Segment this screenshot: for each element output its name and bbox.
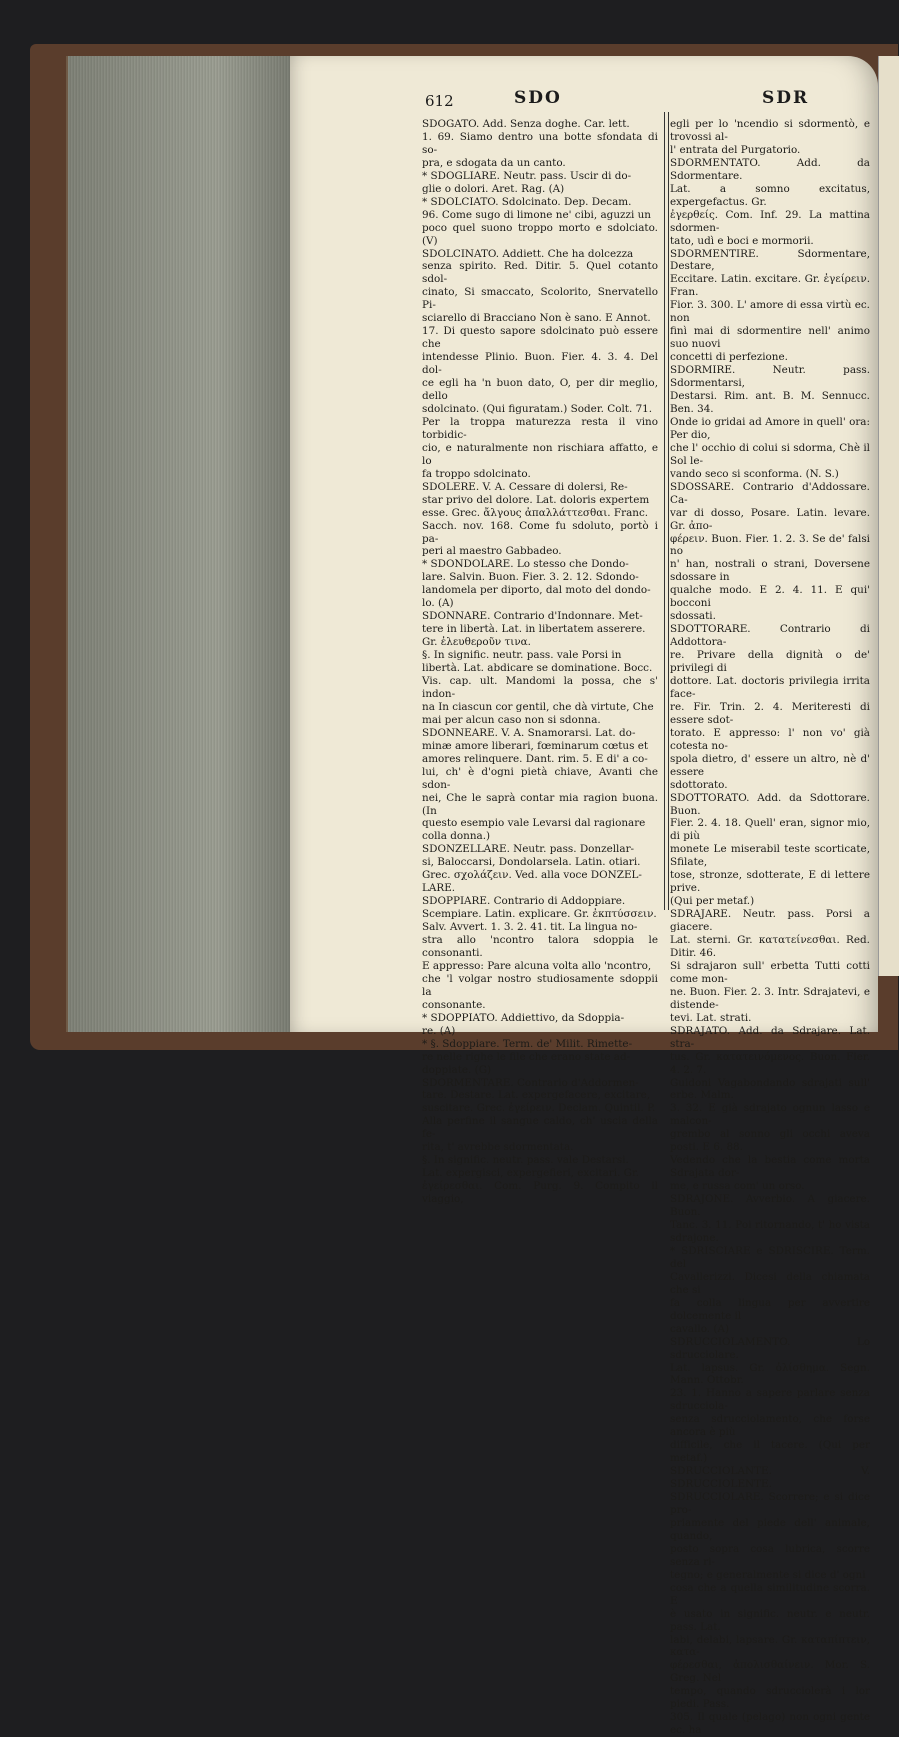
dictionary-entry [422,1038,658,1077]
entry-line: SDRUCCIOLAMENTO. Lo sdrucciolare. [670,1335,870,1361]
entry-line: re. (A) [422,1024,456,1037]
entry-line: Grec. σχολάζειν. Ved. alla voce DONZEL- [422,869,642,882]
entry-line: Destarsi. Rim. ant. B. M. Sennucc. Ben. 34. [670,390,870,415]
left-column [422,118,658,1206]
entry-line: SDOGATO. Add. Senza doghe. Car. lett. [422,118,630,130]
entry-line: suscitare. Grec. ἐγείρειν. Declam. Quintil. P. [422,1102,656,1115]
entry-line: * SDOLCIATO. Sdolcinato. Dep. Decam. [422,195,632,208]
entry-line: * §. Sdoppiare. Term. de' Milit. Rimette- [422,1037,633,1050]
entry-line: LARE. [422,882,456,895]
entry-line: SDORMENTARE. Contrario d'Addormen- [422,1076,639,1089]
entry-line: SDOSSARE. Contrario d'Addossare. Ca- [670,480,870,506]
entry-line: tegno; e generalmente si dice d' ogni [670,1568,866,1581]
entry-line: finì mai di sdormentire nell' animo suo nuovi [670,325,870,351]
dictionary-entry [422,196,658,248]
entry-line: Vis. cap. ult. Mandomi la possa, che s' indon- [422,674,658,700]
entry-line: mai per alcun caso non si sdonna. [422,713,601,726]
entry-line: Eccitare. Latin. excitare. Gr. ἐγείρειν. Fran. [670,273,870,299]
dictionary-entry [670,1245,870,1336]
entry-line: * SDONDOLARE. Lo stesso che Dondo- [422,558,629,571]
entry-line: §. In signific. neutr. pass. vale Destarsi. [422,1154,629,1167]
entry-line: fa colla lingua per avvertire dolcemente il [670,1296,870,1322]
dictionary-entry [670,1465,870,1491]
dictionary-entry [422,610,658,649]
entry-line: Sacch. nov. 168. Come fu sdoluto, portò i pa- [422,519,658,545]
dictionary-entry [670,792,870,909]
dictionary-entry [670,481,870,623]
entry-line: che l' occhio di colui si sdorma, Chè il Sol le- [670,441,870,467]
entry-line: intendesse Plinio. Buon. Fier. 4. 3. 4. Del dol- [422,351,658,377]
entry-line: si, Baloccarsi, Dondolarsela. Latin. otiari. [422,856,641,869]
entry-line: tempo, quando sdrucciolerà i lor piedi. Pass. [670,1685,870,1711]
entry-line: sciarello di Bracciano Non è sano. E Annot. [422,312,651,325]
entry-line: vando seco si sconforma. (N. S.) [670,467,839,480]
entry-line: sdolcinato. (Qui figuratam.) Soder. Colt. 71. [422,402,653,415]
entry-line: φέρειν. Buon. Fier. 1. 2. 3. Se de' falsi no [670,532,870,558]
entry-line: cio, e naturalmente non rischiara affatto, e lo [422,441,658,467]
entry-line: 17. Di questo sapore sdolcinato può essere che [422,325,658,351]
guide-word-left: SDO [514,88,562,108]
entry-line: Vedendo che la bestia come morta Sdrajata dor- [670,1154,870,1180]
entry-line: na In ciascun cor gentil, che dà virtute, Che [422,700,654,713]
entry-line: φέρεσθαι, ἀπολισθαίνειν. Mor. S. Greg. Nel [670,1659,870,1685]
entry-line: Lat. sterni. Gr. κατατείνεσθαι. Red. Ditir. 46. [670,934,870,959]
facing-page-edge [878,56,899,976]
entry-line: fa troppo sdolcinato. [422,467,531,480]
entry-line: concetti di perfezione. [670,351,788,364]
entry-line: senza sdrucciolamento, che forse ancora è più [670,1413,870,1439]
entry-line: re nelle righe le file che erano state ad- [422,1050,631,1063]
entry-line: pra, e sdogata da un canto. [422,156,566,169]
entry-line: re. Fir. Trin. 2. 4. Meriteresti di essere sdot- [670,700,870,726]
entry-line: Per la troppa maturezza resta il vino torbidic- [422,415,658,441]
entry-line: tare. Destare. Lat. expergefacere, excitare, [422,1089,651,1102]
entry-line: SDONZELLARE. Neutr. pass. Donzellar- [422,843,635,856]
entry-line: ἐγερθείς. Com. Inf. 29. La mattina sdormen- [670,208,870,234]
dictionary-entry [670,908,870,1025]
entry-line: qualche modo. E 2. 4. 11. E qui' bocconi [670,584,870,610]
entry-line: Onde io gridai ad Amore in quell' ora: Per dio, [670,415,870,441]
entry-line: SDOLCINATO. Addiett. Che ha dolcezza [422,247,634,260]
entry-line: tevi. Lat. strati. [670,1011,752,1024]
entry-line: senza spirito. Red. Ditir. 5. Quel cotanto sdol- [422,260,658,286]
entry-line: tose, stronze, sdotterate, E di lettere prive. [670,869,870,895]
entry-line: SDRAJARE. Neutr. pass. Porsi a giacere. [670,908,870,934]
entry-line: SDRUCCIOLARE. Scorrere; e si dice pro- [670,1491,870,1516]
entry-line: lare. Salvin. Buon. Fier. 3. 2. 12. Sdondo- [422,571,639,584]
right-column [670,118,870,1737]
entry-line: Fier. 2. 4. 18. Quell' eran, signor mio, di più [670,817,870,843]
entry-line: SDOLERE. V. A. Cessare di dolersi, Re- [422,480,628,493]
entry-line: SDRAJONE. Avverbio. A giacere. Buon. [670,1193,870,1219]
entry-line: Lat. expergisci, expergefieri, excitari. Gr. [422,1167,640,1180]
entry-line: 3. 32. E già sdrajato ognun lasso e malcon- [670,1102,870,1128]
entry-line: var di dosso, Posare. Latin. levare. Gr. ἀπο- [670,506,870,532]
entry-line: Tanc. 3. 11. Poi ritornando, t' ho vista sdrajone. [670,1219,870,1244]
entry-line: questo esempio vale Levarsi dal ragionare [422,817,646,830]
entry-line: sdottorato. [670,778,728,791]
entry-line: SDOTTORATO. Add. da Sdottorare. Buon. [670,791,870,817]
dictionary-entry [670,1025,870,1193]
entry-line: 305. Il quale (pelago) non ogni gente ec. ha [670,1711,870,1737]
guide-word-right: SDR [762,88,810,108]
dictionary-entry [422,1077,658,1155]
entry-line: rita, t' avrebbe sdormentata. [422,1141,574,1154]
entry-line: torato. E appresso: l' non vo' già cotesta no- [670,726,870,752]
entry-line: minæ amore liberari, fœminarum cœtus et [422,739,649,752]
entry-line: SDORMENTATO. Add. da Sdormentare. [670,156,870,182]
entry-line: me, e russa com' un orso. [670,1180,805,1193]
entry-line: tere in libertà. Lat. in libertatem asserere. [422,623,646,636]
entry-line: SDOTTORARE. Contrario di Addottora- [670,623,870,649]
entry-line: E appresso: Pare alcuna volta allo 'ncontro, [422,959,652,972]
entry-line: Cavallerizzi. Dicesi della chiamata che si [670,1270,870,1296]
dictionary-entry [422,481,658,559]
entry-line: ce egli ha 'n buon dato, O, per dir meglio, dello [422,377,658,403]
entry-line: Si sdrajaron sull' erbetta Tutti cotti come mon- [670,959,870,985]
entry-line: SDONNEARE. V. A. Snamorarsi. Lat. do- [422,726,636,739]
entry-line: re. Privare della dignità o de' privilegi di [670,649,870,675]
entry-line: tus. Gr. κατατεινόμενος. Buon. Fier. 4. 2. 7. [670,1050,870,1076]
entry-line: SDOPPIARE. Contrario di Addoppiare. [422,895,626,908]
dictionary-entry [670,157,870,248]
entry-line: colla donna.) [422,830,491,843]
page-number: 612 [425,92,454,110]
dictionary-entry [670,118,870,157]
entry-line: lui, ch' è d'ogni pietà chiave, Avanti che sdon- [422,765,658,791]
entry-line: difficile, che il tacere. (Qui per metaf.) [670,1439,870,1465]
entry-line: monete Le miserabil teste scorticate, Sfilate, [670,843,870,869]
entry-line: 1. 69. Siamo dentro una botte sfondata di so- [422,130,658,156]
entry-line: SDORMIRE. Neutr. pass. Sdormentarsi, [670,364,870,390]
entry-line: SDORMENTIRE. Sdormentare, Destare, [670,247,870,273]
entry-line: ne. Buon. Fier. 2. 3. Intr. Sdrajatevi, e distende- [670,985,870,1011]
dictionary-entry [422,248,658,481]
entry-line: 96. Come sugo di limone ne' cibi, aguzzi un [422,208,651,221]
entry-line: Salv. Avvert. 1. 3. 2. 41. tit. La lingua no- [422,921,638,934]
entry-line: doppiate. (G) [422,1063,492,1076]
entry-line: SDONNARE. Contrario d'Indonnare. Met- [422,610,643,623]
entry-line: n' han, nostrali o strani, Doversene sdossare in [670,558,870,584]
dictionary-entry [422,1012,658,1038]
dictionary-entry [670,248,870,365]
entry-line: Lat. lapsus. Gr. ὀλίσθημα. Segn. Mann. Ottobr. [670,1361,870,1387]
entry-line: glie o dolori. Aret. Rag. (A) [422,182,565,195]
entry-line: labi, delabi, lapsare. Gr. καταπίπτειν, κατα- [670,1633,870,1659]
entry-line: lo. (A) [422,597,454,610]
entry-line: * SDOPPIATO. Addiettivo, da Sdoppia- [422,1011,625,1024]
entry-line: dottore. Lat. doctoris privilegia irrita face- [670,674,870,700]
entry-line: cinato, Si smaccato, Scolorito, Snervatello Pi- [422,286,658,312]
entry-line: cavallo. (A) [670,1322,730,1335]
entry-line: (Qui per metaf.) [670,895,755,908]
entry-line: Guidoni Vagabondando sdrajati sull' erbe. Malm. [670,1076,870,1102]
entry-line: egli per lo 'ncendio si sdormentò, e trovossi al- [670,118,870,143]
page-edges [66,56,316,1032]
dictionary-entry [422,1154,658,1206]
entry-line: è usato in signific. neutr. e neutr. pass. Lat. [670,1607,870,1633]
entry-line: SDRAJATO. Add. da Sdrajare. Lat. stra- [670,1024,870,1050]
entry-line: ἐγείρεσθαι. Com. Purg. 9. Compito il viaggio, [422,1180,658,1206]
entry-line: posto sopra cosa lubrica, scorre senza ri- [670,1542,870,1568]
entry-line: grembo al sonno gli occhi aveva posti. E 6. 88. [670,1128,870,1154]
entry-line: libertà. Lat. abdicare se dominatione. Bocc. [422,662,653,675]
entry-line: Fior. 3. 300. L' amore di essa virtù ec. non [670,299,870,325]
dictionary-entry [670,1336,870,1466]
dictionary-entry [422,649,658,727]
entry-line: * SDOGLIARE. Neutr. pass. Uscir di do- [422,169,632,182]
entry-line: nei, Che le saprà contar mia ragion buona. (In [422,791,658,817]
dictionary-entry [670,364,870,481]
dictionary-entry [422,727,658,844]
entry-line: cosa che a quella similitudine scorra. E [670,1581,870,1607]
entry-line: 23. 1. Hanno a sapere parlare senza sdrucciola- [670,1387,870,1413]
entry-line: priamente del piede dell' animale, quando, [670,1516,870,1542]
entry-line: consonante. [422,998,486,1011]
entry-line: l' entrata del Purgatorio. [670,143,801,156]
entry-line: che 'l volgar nostro studiosamente sdoppii la [422,972,658,998]
entry-line: spola dietro, d' essere un altro, nè d' essere [670,752,870,778]
column-divider [664,112,669,910]
entry-line: SDRUCCIOLANTE. V. SDRUCCIOLENTE. [670,1465,870,1491]
entry-line: Gr. ἐλευθεροῦν τινα. [422,636,531,649]
entry-line: esse. Grec. ἄλγους ἀπαλλάττεσθαι. Franc. [422,506,649,519]
dictionary-entry [670,623,870,791]
entry-line: Lat. a somno excitatus, expergefactus. Gr. [670,182,870,208]
entry-line: tato, udì e boci e mormorii. [670,234,814,247]
entry-line: Scempiare. Latin. explicare. Gr. ἐκπτύσσειν. [422,908,657,921]
entry-line: landomela per diporto, dal moto del dondo- [422,584,651,597]
dictionary-entry [422,895,658,1012]
dictionary-entry [422,170,658,196]
entry-line: * SDRISCIARE e SDRISCIRE. Term. del [670,1244,870,1270]
entry-line: star privo del dolore. Lat. doloris expertem [422,493,650,506]
dictionary-entry [422,843,658,895]
entry-line: Alla perfine il sangue caldo, ch' uscia della fe- [422,1115,658,1141]
entry-line: sdossati. [670,610,716,623]
entry-line: §. In signific. neutr. pass. vale Porsi in [422,649,622,662]
dictionary-entry [670,1193,870,1245]
entry-line: stra allo 'ncontro talora sdoppia le consonanti. [422,934,658,959]
dictionary-entry [422,118,658,170]
dictionary-entry [422,558,658,610]
entry-line: peri al maestro Gabbadeo. [422,545,562,558]
dictionary-entry [670,1491,870,1737]
entry-line: amores relinquere. Dant. rim. 5. E di' a co- [422,752,648,765]
entry-line: poco quel suono troppo morto e sdolciato. (V) [422,221,658,247]
